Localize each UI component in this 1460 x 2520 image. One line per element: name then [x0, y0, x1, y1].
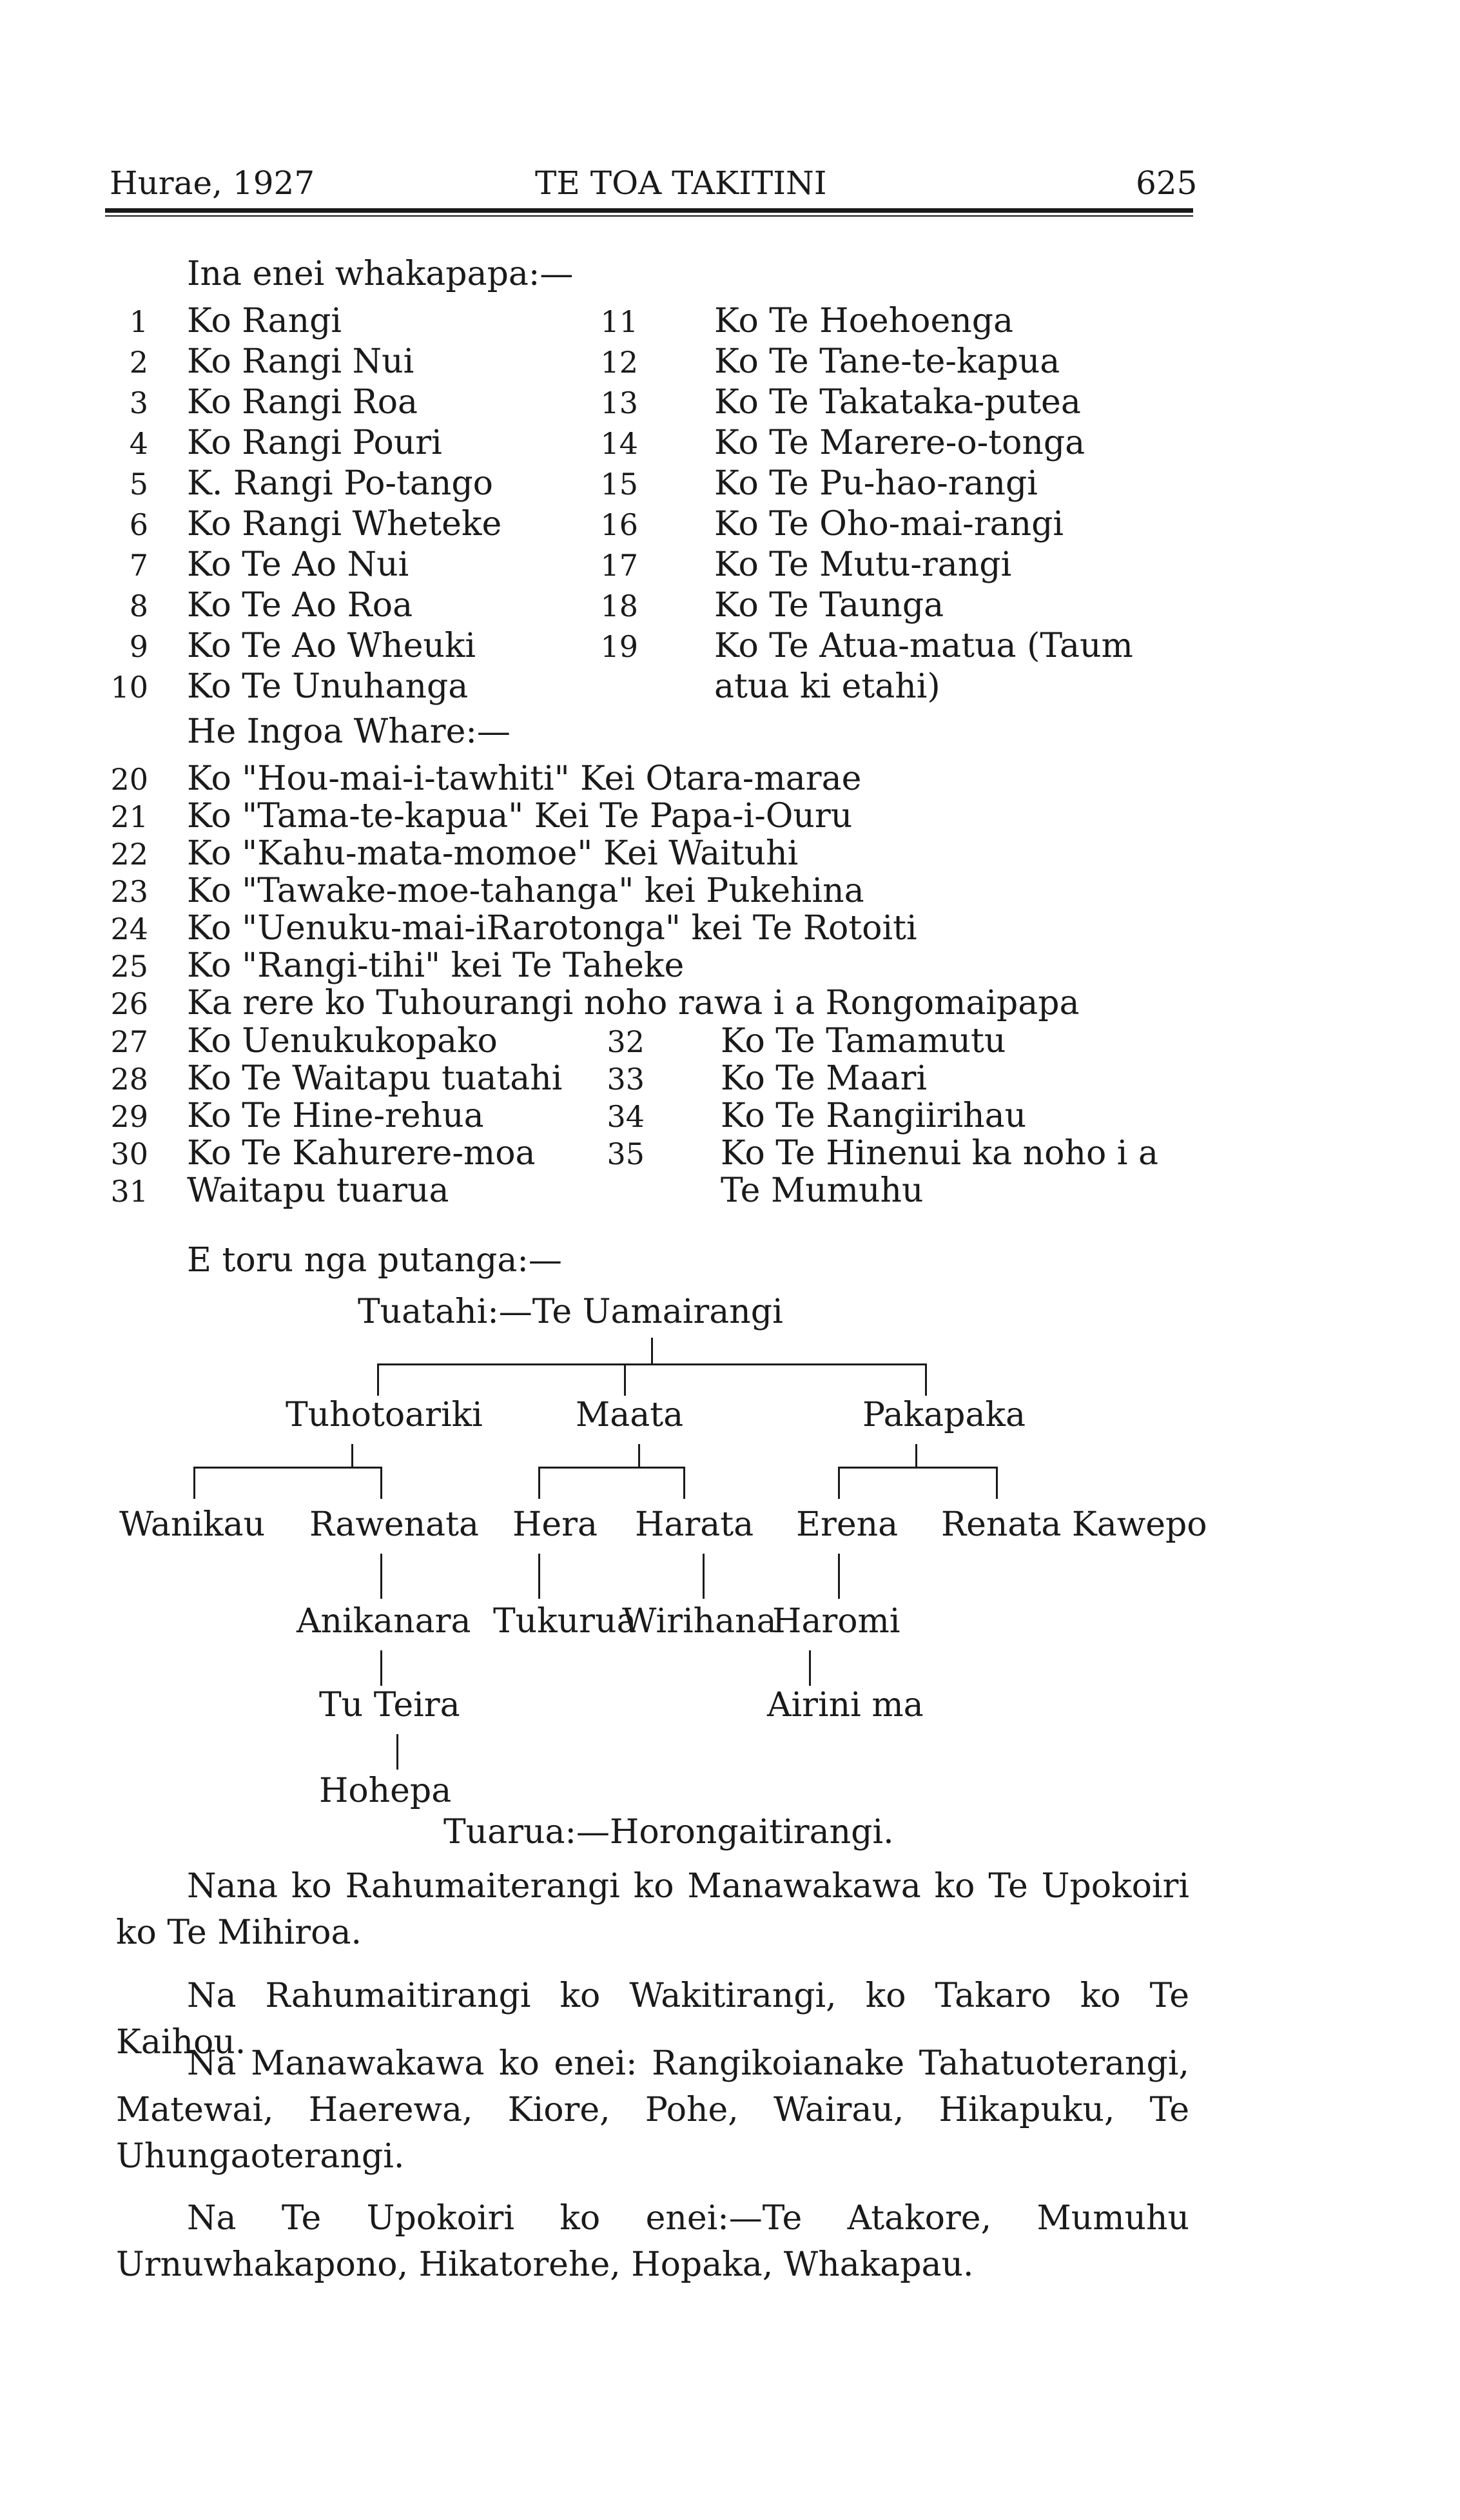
list-number: 3 — [129, 386, 148, 420]
header-title: TE TOA TAKITINI — [535, 164, 827, 202]
list-number: 24 — [110, 912, 148, 946]
tree-gen4-item: Tu Teira — [319, 1686, 460, 1724]
list-number: 13 — [600, 386, 638, 420]
tree-gen2-item: Wanikau — [119, 1505, 266, 1544]
tree-line — [624, 1363, 626, 1396]
list-item: Ko Te Oho-mai-rangi — [714, 505, 1064, 543]
tree-line — [193, 1467, 195, 1499]
list-item: Ko Rangi Roa — [187, 383, 418, 422]
tree-line — [996, 1467, 998, 1499]
list-number: 30 — [110, 1137, 148, 1171]
list-number: 14 — [600, 426, 638, 461]
list-item: Ko Te Atua-matua (Taum — [714, 627, 1133, 665]
tree-line — [538, 1554, 540, 1599]
list-number: 15 — [600, 467, 638, 502]
list-item: Ko Te Hinenui ka noho i a — [721, 1134, 1158, 1173]
list-number: 4 — [129, 426, 148, 461]
tree-gen3-item: Tukurua — [493, 1602, 637, 1641]
list-item: atua ki etahi) — [714, 667, 940, 706]
list-item: Ko Te Tamamutu — [721, 1022, 1006, 1060]
tree-gen3-item: Anikanara — [297, 1602, 471, 1641]
list-number: 23 — [110, 874, 148, 909]
list-number: 25 — [110, 949, 148, 984]
list-item: Ko Te Ao Wheuki — [187, 627, 476, 665]
list-number: 19 — [600, 629, 638, 664]
tree-gen3-item: Wirihana — [622, 1602, 777, 1641]
list-item: Ko Te Marere-o-tonga — [714, 424, 1085, 462]
list-number: 22 — [110, 837, 148, 872]
list-item: Ko "Uenuku-mai-iRarotonga" kei Te Rotoiti — [187, 909, 917, 948]
tree-gen2-item: Renata Kawepo — [941, 1505, 1207, 1544]
list-item: Ko Te Tane-te-kapua — [714, 342, 1060, 381]
list-item: Ko Rangi Wheteke — [187, 505, 502, 543]
list-item: Ko Uenukukopako — [187, 1022, 498, 1060]
list-item: Ko Te Takataka-putea — [714, 383, 1081, 422]
list-number: 1 — [129, 304, 148, 339]
list-item: Ko Te Waitapu tuatahi — [187, 1059, 563, 1098]
list-number: 31 — [110, 1174, 148, 1209]
paragraph: Na Te Upokoiri ko enei:—Te Atakore, Mumuhu Urnuwhakapono, Hikatorehe, Hopaka, Whakapau. — [116, 2199, 1189, 2284]
list-item: Ko "Tawake-moe-tahanga" kei Pukehina — [187, 872, 864, 910]
tree-gen2-item: Hera — [512, 1505, 598, 1544]
intro-whakapapa: Ina enei whakapapa:— — [187, 255, 574, 293]
list-item: Ko Te Mutu-rangi — [714, 545, 1012, 584]
list-item: Ko Te Ao Roa — [187, 586, 413, 625]
tree-gen2-item: Erena — [796, 1505, 899, 1544]
tree-line — [193, 1467, 380, 1469]
tree-gen4-item: Airini ma — [767, 1686, 924, 1724]
list-number: 34 — [607, 1099, 645, 1134]
list-number: 18 — [600, 589, 638, 623]
list-item: Waitapu tuarua — [187, 1171, 449, 1210]
list-number: 29 — [110, 1099, 148, 1134]
tree-line — [377, 1363, 379, 1396]
tree-line — [838, 1467, 996, 1469]
list-item: Ko "Kahu-mata-momoe" Kei Waituhi — [187, 834, 799, 873]
list-number: 16 — [600, 507, 638, 542]
list-number: 5 — [129, 467, 148, 502]
list-number: 35 — [607, 1137, 645, 1171]
list-number: 11 — [600, 304, 638, 339]
tree-root: Tuatahi:—Te Uamairangi — [358, 1293, 783, 1331]
header-date: Hurae, 1927 — [110, 164, 315, 202]
list-item: Ko Rangi — [187, 302, 342, 340]
list-number: 10 — [110, 670, 148, 705]
list-item: Ka rere ko Tuhourangi noho rawa i a Rongomaipapa — [187, 984, 1080, 1022]
list-number: 28 — [110, 1062, 148, 1097]
tree-gen2-item: Rawenata — [309, 1505, 480, 1544]
list-item: Te Mumuhu — [721, 1171, 924, 1210]
list-number: 17 — [600, 548, 638, 583]
tree-line — [925, 1363, 927, 1396]
tree-line — [838, 1467, 840, 1499]
list-number: 33 — [607, 1062, 645, 1097]
tree-gen1-item: Pakapaka — [862, 1396, 1026, 1434]
tree-line — [377, 1363, 925, 1365]
tree-second-line: Tuarua:—Horongaitirangi. — [443, 1813, 894, 1851]
header-rule-thin — [105, 215, 1193, 217]
list-item: Ko Te Kahurere-moa — [187, 1134, 536, 1173]
tree-line — [538, 1467, 683, 1469]
tree-line — [838, 1554, 840, 1599]
list-number: 7 — [129, 548, 148, 583]
list-number: 20 — [110, 762, 148, 797]
list-item: Ko Te Taunga — [714, 586, 944, 625]
list-item: Ko Rangi Pouri — [187, 424, 442, 462]
paragraph: Na Rahumaitirangi ko Wakitirangi, ko Takaro ko Te Kaihou. — [116, 1977, 1189, 2062]
list-item: Ko Te Ao Nui — [187, 545, 409, 584]
tree-line — [538, 1467, 540, 1499]
tree-gen5-item: Hohepa — [319, 1772, 452, 1810]
tree-line — [683, 1467, 685, 1499]
list-number: 32 — [607, 1024, 645, 1059]
tree-line — [396, 1734, 398, 1770]
list-item: Ko Te Maari — [721, 1059, 927, 1098]
paragraph: Nana ko Rahumaiterangi ko Manawakawa ko Te Upokoiri ko Te Mihiroa. — [116, 1867, 1189, 1952]
list-number: 9 — [129, 629, 148, 664]
list-item: Ko Te Hoehoenga — [714, 302, 1014, 340]
list-item: K. Rangi Po-tango — [187, 464, 493, 503]
list-item: Ko Te Unuhanga — [187, 667, 469, 706]
page-number: 625 — [1136, 164, 1198, 202]
tree-line — [809, 1650, 811, 1686]
list-number: 21 — [110, 799, 148, 834]
list-item: Ko Rangi Nui — [187, 342, 414, 381]
list-item: Ko Te Pu-hao-rangi — [714, 464, 1038, 503]
list-number: 6 — [129, 507, 148, 542]
tree-line — [351, 1444, 353, 1467]
intro-putanga: E toru nga putanga:— — [187, 1241, 562, 1280]
tree-line — [638, 1444, 640, 1467]
tree-gen1-item: Tuhotoariki — [286, 1396, 483, 1434]
tree-line — [380, 1467, 382, 1499]
list-number: 27 — [110, 1024, 148, 1059]
list-item: Ko "Tama-te-kapua" Kei Te Papa-i-Ouru — [187, 797, 853, 835]
list-item: Ko Te Rangiirihau — [721, 1097, 1027, 1135]
tree-line — [915, 1444, 917, 1467]
list-number: 12 — [600, 345, 638, 380]
tree-line — [703, 1554, 705, 1599]
tree-gen2-item: Harata — [635, 1505, 754, 1544]
list-number: 8 — [129, 589, 148, 623]
paragraph: Na Manawakawa ko enei: Rangikoianake Tahatuoterangi, Matewai, Haerewa, Kiore, Pohe, Wairau, Hikapuku, Te Uhungaoterangi. — [116, 2044, 1189, 2176]
tree-gen3-item: Haromi — [772, 1602, 900, 1641]
list-item: Ko "Hou-mai-i-tawhiti" Kei Otara-marae — [187, 759, 862, 798]
list-number: 26 — [110, 986, 148, 1021]
intro-whare: He Ingoa Whare:— — [187, 712, 511, 751]
list-number: 2 — [129, 345, 148, 380]
tree-line — [380, 1554, 382, 1599]
tree-gen1-item: Maata — [576, 1396, 684, 1434]
header-rule-thick — [105, 208, 1193, 213]
list-item: Ko "Rangi-tihi" kei Te Taheke — [187, 946, 685, 985]
list-item: Ko Te Hine-rehua — [187, 1097, 484, 1135]
tree-line — [380, 1650, 382, 1686]
tree-line — [651, 1338, 653, 1363]
